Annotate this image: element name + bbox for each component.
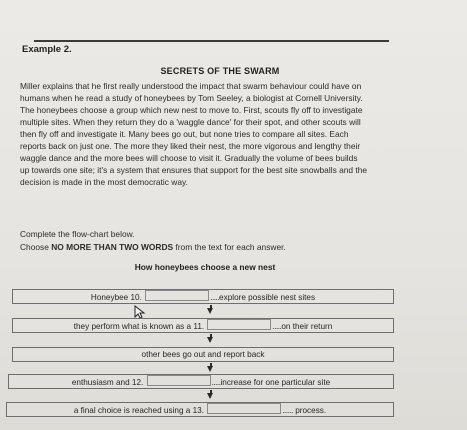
paragraph-line: then fly off and investigate it. Many bees go out, but none tries to compare all sites. Each: [20, 129, 349, 139]
paragraph-line: reports back on just one. The more they liked their nest, the more vigorous and lengthy their: [20, 141, 361, 151]
step4-text-after: increase for one particular site: [220, 378, 331, 387]
arrow-down-icon: [207, 337, 213, 343]
article-title: SECRETS OF THE SWARM: [160, 66, 280, 76]
instruction-suffix: from the text for each answer.: [173, 242, 286, 252]
arrow-down-icon: [207, 366, 213, 372]
paragraph-line: humans when he read a study of honeybees by Tom Seeley, a biologist at Cornell University.: [20, 93, 363, 103]
step1-text-after: explore possible nest sites: [219, 293, 316, 302]
article-paragraph: [20, 80, 400, 188]
flow-step-1: [12, 289, 394, 304]
step1-text-before: Honeybee 10.: [90, 293, 142, 302]
paragraph-line: waggle dance and the more bees will choose to visit it. Gradually the volume of bees builds: [20, 153, 358, 163]
flow-step-2: [12, 318, 394, 333]
answer-dots: .....: [272, 322, 282, 331]
answer-dots: ......: [282, 406, 293, 415]
paragraph-line: decision is made in the most democratic way.: [20, 177, 188, 187]
example-label: Example 2.: [22, 44, 72, 55]
paragraph-line: Miller explains that he first really understood the impact that swarm behaviour could have on: [20, 81, 362, 91]
top-divider: [34, 40, 389, 42]
instruction-prefix: Choose: [20, 242, 52, 252]
answer-field-13[interactable]: [207, 403, 281, 414]
arrow-down-icon: [207, 308, 213, 314]
answer-field-10[interactable]: [145, 290, 209, 301]
flow-step-5: [6, 402, 394, 417]
step2-text-before: they perform what is known as a 11.: [73, 322, 205, 331]
flowchart-title: How honeybees choose a new nest: [134, 262, 276, 272]
step3-text: other bees go out and report back: [141, 350, 265, 359]
paragraph-line: up towards one site; it's a system that ensures that support for the best site snowballs and the: [20, 165, 368, 175]
instruction-word-limit-bold: NO MORE THAN TWO WORDS: [51, 242, 174, 252]
answer-field-12[interactable]: [147, 375, 211, 386]
flow-step-4: [8, 374, 394, 389]
step5-text-before: a final choice is reached using a 13.: [73, 406, 204, 415]
answer-dots: .....: [211, 378, 221, 387]
answer-dots: .....: [210, 293, 220, 302]
mouse-pointer-icon: [134, 305, 146, 319]
paragraph-line: multiple sites. When they return they do a 'waggle dance' for their spot, and other scouts will: [20, 117, 361, 127]
paragraph-line: The honeybees choose a group which new nest to move to. First, scouts fly off to investigate: [20, 105, 363, 115]
arrow-down-icon: [207, 393, 213, 399]
step5-text-after: process.: [295, 406, 327, 415]
step4-text-before: enthusiasm and 12.: [71, 378, 144, 387]
step2-text-after: on their return: [281, 322, 333, 331]
instruction-complete-flowchart: Complete the flow-chart below.: [20, 229, 135, 239]
flow-step-3: [12, 347, 394, 362]
answer-field-11[interactable]: [207, 319, 271, 330]
instruction-word-limit: [20, 242, 286, 252]
